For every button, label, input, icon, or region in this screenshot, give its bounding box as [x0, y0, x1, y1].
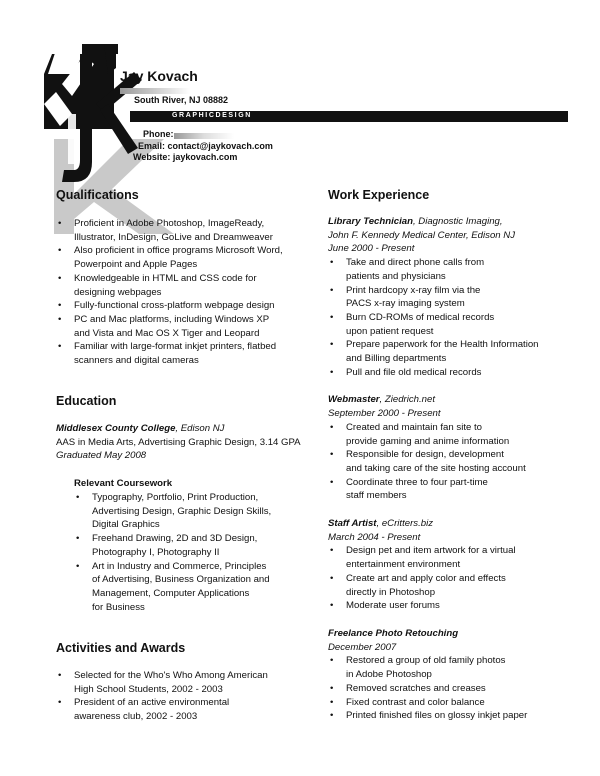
job-header [328, 517, 578, 531]
list-item-line: Pull and file old medical records [346, 366, 482, 378]
list-item-line: Also proficient in office programs Microsoft Word, [74, 245, 283, 257]
list-item [328, 256, 578, 283]
list-item [328, 448, 578, 475]
job-entry [328, 393, 578, 503]
job-title: Staff Artist [328, 518, 377, 530]
list-item [328, 599, 578, 613]
list-item-line: Moderate user forums [346, 600, 440, 612]
job-dates: March 2004 - Present [328, 531, 421, 543]
job-title: Library Technician [328, 216, 413, 227]
list-item-line: and Billing departments [346, 353, 447, 365]
list-item-line: Art in Industry and Commerce, Principles [92, 560, 267, 572]
list-item [328, 544, 578, 571]
qualifications-heading: Qualifications [56, 188, 139, 202]
list-item-line: Digital Graphics [92, 519, 160, 531]
list-item [74, 491, 314, 532]
list-item [56, 696, 316, 723]
list-item-line: Freehand Drawing, 2D and 3D Design, [92, 533, 258, 545]
decorative-gradient [120, 88, 190, 94]
list-item-line: Management, Computer Applications [92, 587, 250, 599]
list-item [56, 340, 316, 367]
list-item-line: in Adobe Photoshop [346, 669, 432, 681]
work-experience-column [328, 215, 578, 723]
list-item-line: upon patient request [346, 325, 434, 337]
list-item [328, 366, 578, 380]
list-item-line: and Vista and Mac OS X Tiger and Leopard [74, 327, 260, 339]
list-item-line: High School Students, 2002 - 2003 [74, 683, 223, 695]
list-item-line: for Business [92, 601, 145, 613]
list-item [56, 299, 316, 313]
list-item-line: President of an active environmental [74, 697, 230, 709]
coursework-heading: Relevant Coursework [74, 478, 173, 489]
list-item-line: Advertising Design, Graphic Design Skills, [92, 505, 272, 517]
work-heading: Work Experience [328, 188, 430, 202]
header-bar-notch [124, 111, 130, 122]
list-item-line: staff members [346, 490, 407, 502]
list-item [56, 313, 316, 340]
website-link[interactable]: Website: jaykovach.com [133, 152, 238, 162]
list-item-line: Familiar with large-format inkjet printers, flatbed [74, 341, 277, 353]
job-organization: , Diagnostic Imaging, [412, 216, 503, 227]
job-header [328, 393, 578, 407]
list-item [328, 284, 578, 311]
list-item-line: Take and direct phone calls from [346, 257, 485, 269]
list-item [56, 244, 316, 271]
list-item-line: and taking care of the site hosting account [346, 462, 526, 474]
list-item [328, 572, 578, 599]
job-header [328, 627, 578, 641]
list-item-line: scanners and digital cameras [74, 355, 199, 367]
list-item-line: Proficient in Adobe Photoshop, ImageReady, [74, 218, 265, 229]
list-item-line: Fully-functional cross-platform webpage design [74, 300, 275, 312]
job-organization: , eCritters.biz [376, 518, 434, 530]
list-item-line: Create art and apply color and effects [346, 572, 506, 584]
list-item-line: Design pet and item artwork for a virtual [346, 545, 516, 557]
address: South River, NJ 08882 [134, 95, 229, 105]
job-entry [328, 215, 578, 379]
list-item-line: Selected for the Who's Who Among American [74, 670, 268, 681]
list-item [328, 654, 578, 681]
job-dates: June 2000 - Present [328, 243, 415, 255]
list-item-line: Coordinate three to four part-time [346, 476, 488, 488]
list-item-line: Responsible for design, development [346, 449, 504, 461]
email-link[interactable]: Email: contact@jaykovach.com [138, 141, 273, 151]
list-item-line: Powerpoint and Apple Pages [74, 259, 198, 271]
activities-list [56, 669, 316, 724]
activities-heading: Activities and Awards [56, 641, 186, 655]
list-item [56, 217, 316, 244]
tagline: GRAPHICDESIGN [172, 112, 252, 119]
list-item [328, 709, 578, 723]
job-header [328, 215, 578, 229]
job-duties-list [328, 421, 578, 503]
list-item [328, 696, 578, 710]
job-duties-list [328, 654, 578, 723]
qualifications-list [56, 217, 316, 368]
education-school [56, 422, 224, 436]
coursework-list [74, 491, 314, 614]
list-item [328, 421, 578, 448]
list-item-line: of Advertising, Business Organization and [92, 574, 270, 586]
list-item-line: Created and maintain fan site to [346, 421, 482, 433]
phone-redacted [174, 133, 234, 139]
phone-label: Phone: [143, 129, 174, 139]
list-item-line: PACS x-ray imaging system [346, 298, 465, 310]
list-item-line: entertainment environment [346, 559, 461, 571]
list-item [56, 272, 316, 299]
list-item [328, 476, 578, 503]
job-dates: September 2000 - Present [328, 408, 441, 420]
education-graduated: Graduated May 2008 [56, 450, 147, 461]
list-item-line: Removed scratches and creases [346, 682, 486, 694]
job-duties-list [328, 544, 578, 613]
education-degree: AAS in Media Arts, Advertising Graphic Design, 3.14 GPA [56, 437, 301, 448]
list-item-line: Restored a group of old family photos [346, 655, 506, 667]
list-item-line: awareness club, 2002 - 2003 [74, 711, 198, 723]
list-item-line: Knowledgeable in HTML and CSS code for [74, 272, 257, 284]
job-organization: , Ziedrich.net [379, 394, 436, 406]
list-item-line: directly in Photoshop [346, 586, 436, 598]
list-item-line: Typography, Portfolio, Print Production, [92, 492, 259, 503]
list-item-line: Fixed contrast and color balance [346, 696, 485, 708]
job-entry [328, 517, 578, 613]
job-organization-line: John F. Kennedy Medical Center, Edison NJ [328, 229, 516, 241]
list-item-line: Illustrator, InDesign, GoLive and Dreamweaver [74, 231, 273, 243]
list-item-line: Print hardcopy x-ray film via the [346, 284, 481, 296]
school-location: , Edison NJ [175, 423, 225, 434]
list-item [74, 532, 314, 559]
list-item [74, 560, 314, 615]
list-item-line: PC and Mac platforms, including Windows XP [74, 313, 270, 325]
applicant-name: Jay Kovach [120, 68, 198, 84]
list-item-line: Prepare paperwork for the Health Information [346, 339, 539, 351]
school-name: Middlesex County College [56, 423, 176, 434]
list-item-line: Photography I, Photography II [92, 546, 220, 558]
list-item-line: patients and physicians [346, 270, 446, 282]
list-item [328, 338, 578, 365]
job-duties-list [328, 256, 578, 379]
job-title: Webmaster [328, 394, 380, 406]
job-dates: December 2007 [328, 641, 397, 653]
education-heading: Education [56, 394, 117, 408]
list-item-line: Printed finished files on glossy inkjet paper [346, 710, 528, 722]
list-item-line: provide gaming and anime information [346, 435, 510, 447]
list-item-line: Burn CD-ROMs of medical records [346, 311, 495, 323]
job-entry [328, 627, 578, 723]
job-title: Freelance Photo Retouching [328, 627, 459, 639]
list-item [56, 669, 316, 696]
list-item [328, 682, 578, 696]
list-item [328, 311, 578, 338]
list-item-line: designing webpages [74, 286, 162, 298]
